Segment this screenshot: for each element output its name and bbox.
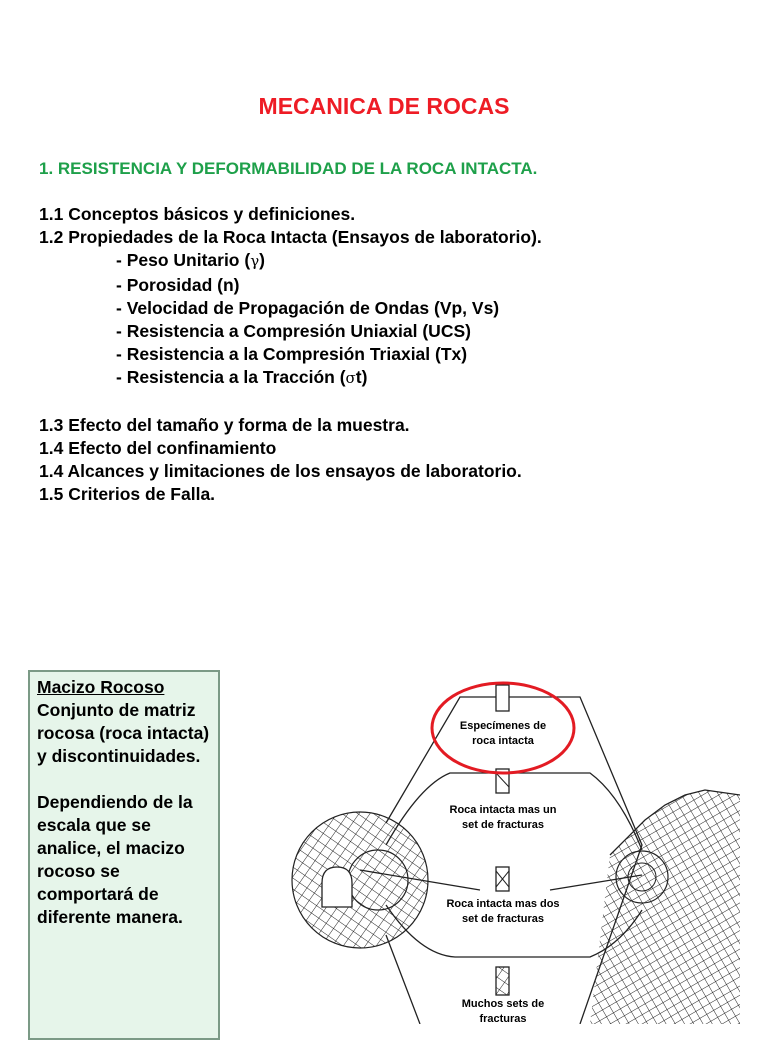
label-two-fracture-line-1: Roca intacta mas dos (446, 898, 560, 910)
outline-subitem: - Porosidad (n) (116, 274, 240, 295)
outline-subitem (39, 366, 542, 390)
outline-subitem-text: t) (355, 367, 368, 388)
many-fracture-sample-icon (496, 967, 509, 995)
section-heading: 1. RESISTENCIA Y DEFORMABILIDAD DE LA ROCA INTACTA. (39, 159, 538, 178)
outline-subitem-text: ) (259, 250, 265, 271)
sigma-symbol: σ (345, 369, 356, 388)
page-title: MECANICA DE ROCAS (258, 93, 510, 119)
label-intact-line-1: Especímenes de (459, 720, 547, 732)
two-fracture-sample-icon (496, 867, 509, 891)
label-intact-line-2: roca intacta (472, 735, 534, 747)
tunnel-rock-mass (292, 812, 428, 948)
outline-subitem: - Resistencia a Compresión Uniaxial (UCS) (116, 321, 471, 342)
definition-text: Dependiendo de la escala que se analice, el macizo rocoso se comportará de diferente manera. (37, 792, 193, 927)
outline-item: 1.1 Conceptos básicos y definiciones. (39, 204, 356, 224)
intact-sample-icon (496, 685, 509, 711)
rock-mass-scale-diagram (290, 645, 740, 1024)
definition-box (28, 670, 220, 1040)
outline-subitem-text: - Resistencia a la Tracción ( (116, 367, 346, 388)
outline-subitem: - Resistencia a la Compresión Triaxial (Tx) (116, 344, 468, 365)
outline-subitem (39, 249, 542, 273)
label-two-fracture-line-2: set de fracturas (462, 913, 544, 925)
definition-text: Conjunto de matriz rocosa (roca intacta) y discontinuidades. (37, 700, 210, 766)
outline-spacer (39, 391, 542, 414)
topics-outline (39, 203, 542, 507)
outline-item: 1.3 Efecto del tamaño y forma de la muestra. (39, 414, 410, 435)
outline-item: 1.4 Alcances y limitaciones de los ensayos de laboratorio. (39, 461, 522, 482)
slope-rock-mass (590, 785, 740, 1024)
label-one-fracture-line-2: set de fracturas (462, 819, 544, 831)
label-many-fracture-line-1: Muchos sets de (461, 998, 545, 1010)
label-many-fracture-line-2: fracturas (479, 1013, 527, 1024)
outline-item: 1.5 Criterios de Falla. (39, 484, 216, 505)
definition-heading: Macizo Rocoso (37, 677, 165, 697)
label-one-fracture-line-1: Roca intacta mas un (449, 804, 557, 816)
outline-item: 1.4 Efecto del confinamiento (39, 438, 277, 459)
outline-subitem: - Velocidad de Propagación de Ondas (Vp, Vs) (116, 297, 500, 318)
gamma-symbol: γ (250, 252, 260, 271)
outline-subitem-text: - Peso Unitario ( (116, 250, 251, 271)
outline-item: 1.2 Propiedades de la Roca Intacta (Ensayos de laboratorio). (39, 227, 542, 248)
